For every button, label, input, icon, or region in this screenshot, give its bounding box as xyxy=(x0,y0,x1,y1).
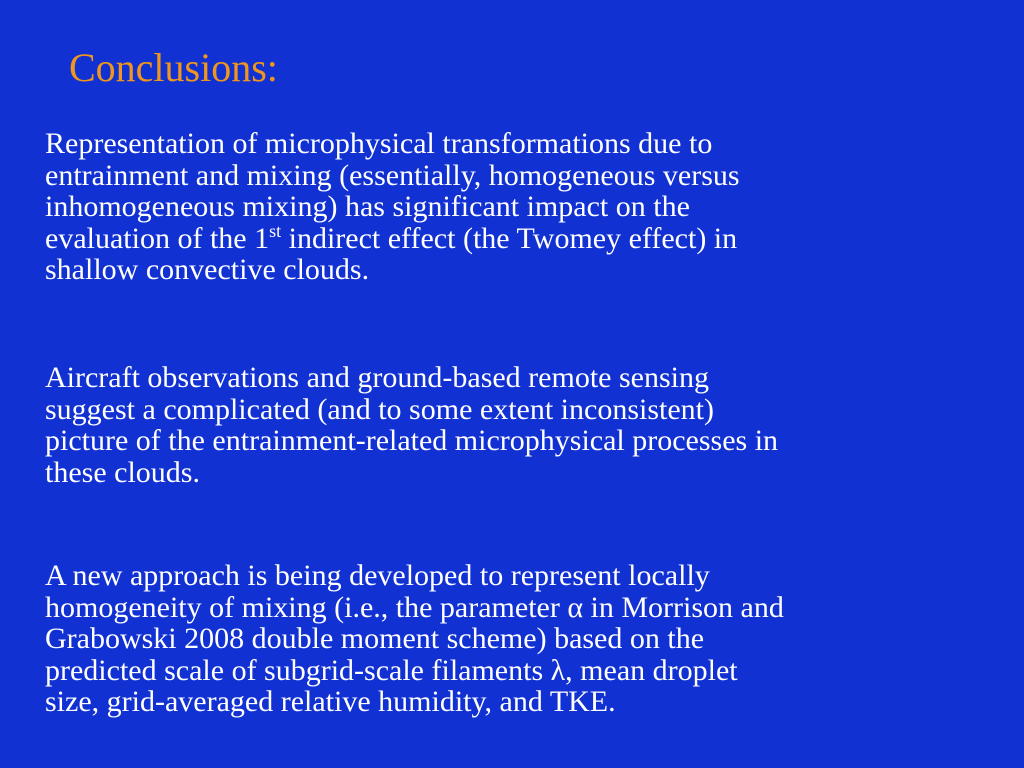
paragraph-line: A new approach is being developed to represent locally xyxy=(45,559,710,592)
conclusion-paragraph-1 xyxy=(45,128,1005,286)
paragraph-line: inhomogeneous mixing) has significant impact on the xyxy=(45,190,690,223)
paragraph-line: predicted scale of subgrid-scale filaments λ, mean droplet xyxy=(45,653,738,687)
paragraph-line: evaluation of the 1 xyxy=(45,221,270,255)
paragraph-line: entrainment and mixing (essentially, homogeneous versus xyxy=(45,158,740,192)
paragraph-line: Aircraft observations and ground-based remote sensing xyxy=(45,361,709,394)
paragraph-line: these clouds. xyxy=(45,455,200,489)
paragraph-line: suggest a complicated (and to some extent inconsistent) xyxy=(45,392,714,426)
conclusion-paragraph-3 xyxy=(45,560,1005,718)
paragraph-line: Grabowski 2008 double moment scheme) based on the xyxy=(45,622,705,655)
paragraph-line: size, grid-averaged relative humidity, and TKE. xyxy=(45,685,616,718)
slide-title: Conclusions: xyxy=(69,45,278,90)
paragraph-line: Representation of microphysical transformations due to xyxy=(45,127,713,160)
conclusion-paragraph-2 xyxy=(45,362,1005,488)
paragraph-line: homogeneity of mixing (i.e., the parameter α in Morrison and xyxy=(45,590,784,624)
paragraph-line: shallow convective clouds. xyxy=(45,253,370,286)
paragraph-line: picture of the entrainment-related microphysical processes in xyxy=(45,424,779,457)
paragraph-line: indirect effect (the Twomey effect) in xyxy=(281,221,738,255)
superscript-st: st xyxy=(269,220,282,241)
